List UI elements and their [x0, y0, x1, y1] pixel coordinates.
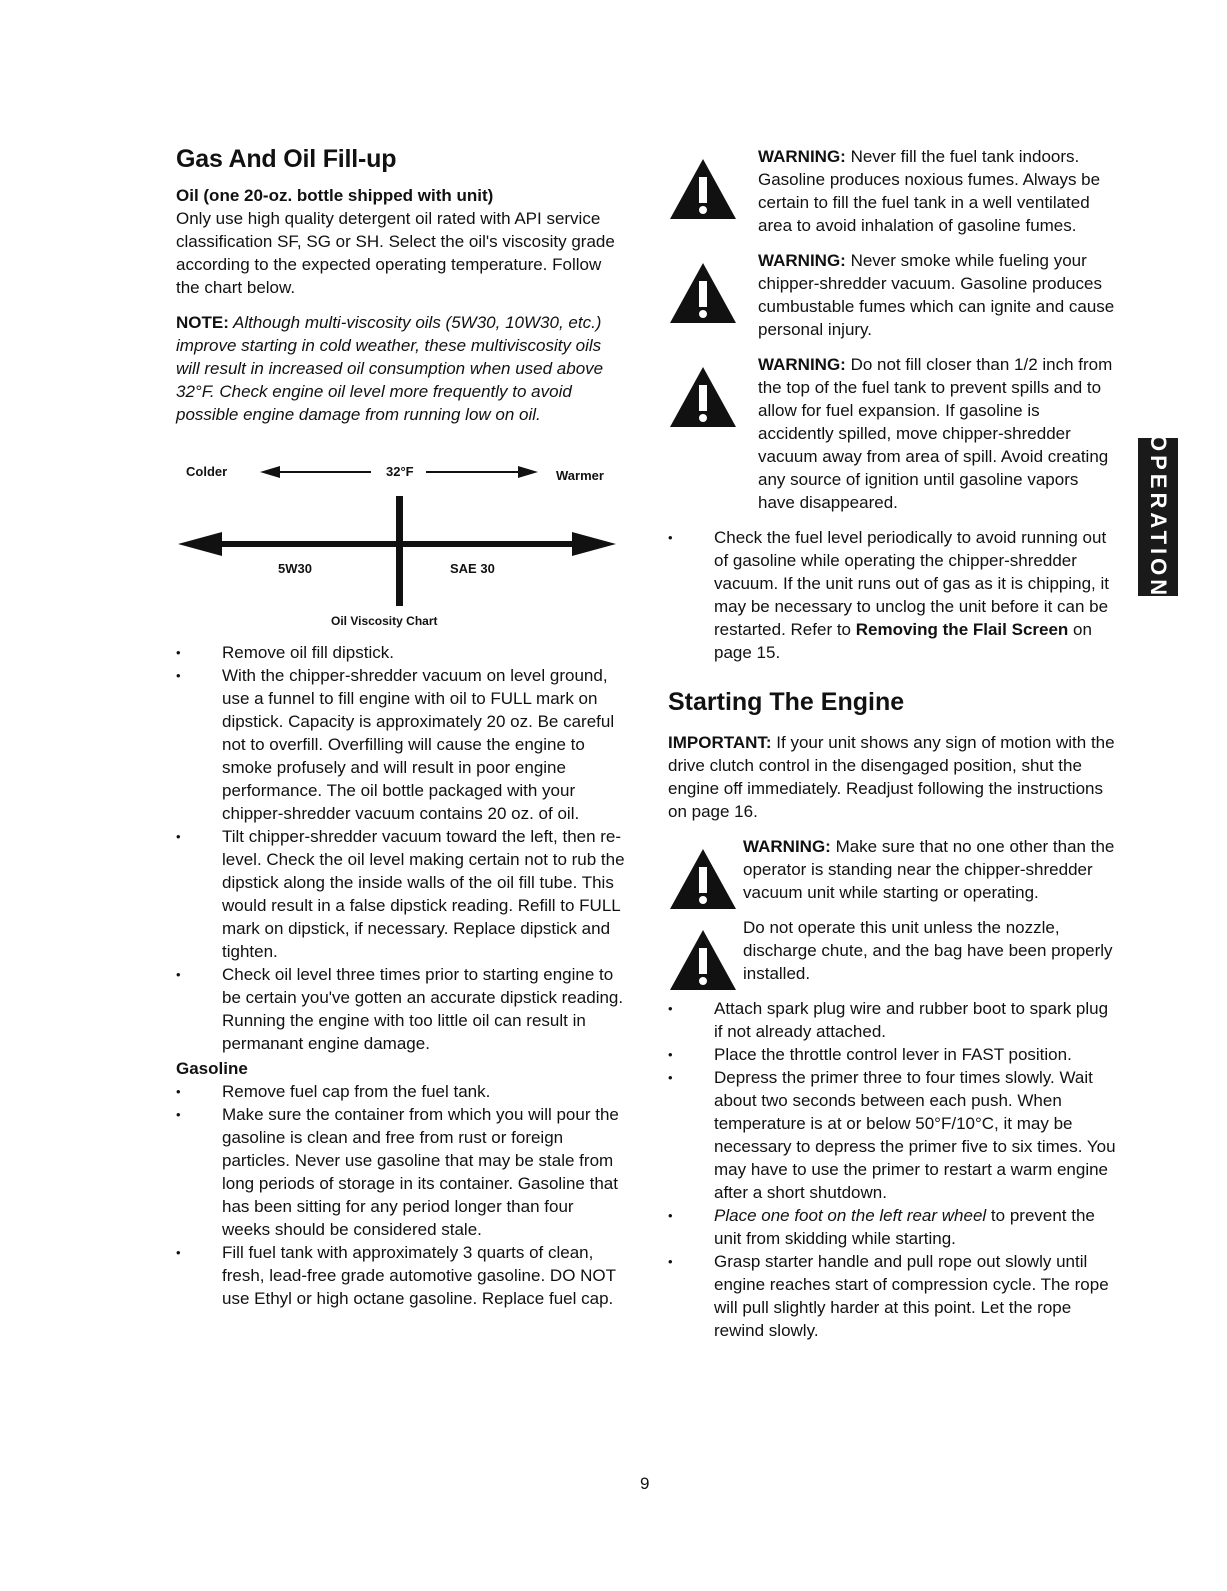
note-label: NOTE: — [176, 313, 229, 332]
page-number: 9 — [640, 1474, 650, 1493]
list-item: • Check oil level three times prior to starting engine to be certain you've gotten an accurate dipstick reading. Running the engine with too little oil can result in permanant engine damage. — [176, 963, 626, 1055]
oil-paragraph: Only use high quality detergent oil rated with API service classification SF, SG or SH. Select the oil's viscosity grade according to the expected operating temperature. Follow the chart below. — [176, 209, 615, 297]
oil-note — [176, 311, 626, 426]
warning-text: Make sure that no one other than the operator is standing near the chipper-shredder vacuum unit while starting or operating. — [743, 837, 1115, 902]
left-column — [176, 145, 626, 1310]
list-item: • Make sure the container from which you will pour the gasoline is clean and free from rust or foreign particles. Never use gasoline that may be stale from long periods of storage in its container. Gasoline that has been sitting for any period longer than four weeks should be considered stale. — [176, 1103, 626, 1241]
warning-icon — [668, 928, 738, 992]
chart-5w30-label: 5W30 — [278, 561, 312, 576]
important-paragraph — [668, 731, 1118, 823]
viscosity-arrows-graphic — [176, 454, 626, 629]
warning-block — [668, 145, 1118, 237]
chart-temp-label: 32°F — [386, 464, 414, 479]
gasoline-bullets — [176, 1080, 626, 1310]
warning-text: Never fill the fuel tank indoors. Gasoline produces noxious fumes. Always be certain to fill the fuel tank in a well ventilated area to avoid inhalation of gasoline fumes. — [758, 147, 1101, 235]
section-title-gas-oil: Gas And Oil Fill-up — [176, 145, 397, 173]
list-item: • With the chipper-shredder vacuum on level ground, use a funnel to fill engine with oil to FULL mark on dipstick. Capacity is approximately 20 oz. Be careful not to overfill. Overfilling will cause the engine to smoke profusely and will result in poor engine performance. The oil bottle packaged with your chipper-shredder vacuum contains 20 oz. of oil. — [176, 664, 626, 825]
list-item — [668, 1204, 1118, 1250]
oil-subheading: Oil (one 20-oz. bottle shipped with unit) — [176, 186, 494, 205]
list-item: • Attach spark plug wire and rubber boot to spark plug if not already attached. — [668, 997, 1118, 1043]
list-item: • Tilt chipper-shredder vacuum toward the left, then re-level. Check the oil level making certain not to rub the dipstick along the inside walls of the oil fill tube. This would result in a false dipstick reading. Refill to FULL mark on dipstick, if necessary. Replace dipstick and tighten. — [176, 825, 626, 963]
note-text: Although multi-viscosity oils (5W30, 10W30, etc.) improve starting in cold weather, these multiviscosity oils will result in increased oil consumption when used above 32°F. Check engine oil level more frequently to avoid possible engine damage from running low on oil. — [176, 313, 604, 424]
warning-block — [668, 835, 1118, 904]
warning-text: Do not operate this unit unless the nozzle, discharge chute, and the bag have been properly installed. — [743, 918, 1113, 983]
chart-caption: Oil Viscosity Chart — [331, 614, 438, 628]
warning-label: WARNING: — [758, 251, 846, 270]
chart-colder-label: Colder — [186, 464, 228, 479]
important-text: If your unit shows any sign of motion with the drive clutch control in the disengaged position, shut the engine off immediately. Readjust following the instructions on page 16. — [668, 733, 1115, 821]
operation-side-tab — [1138, 434, 1178, 600]
side-tab-label: OPERATION — [1146, 434, 1171, 600]
warning-text: Do not fill closer than 1/2 inch from the top of the fuel tank to prevent spills and to allow for fuel expansion. If gasoline is accidently spilled, move chipper-shredder vacuum away from area of spill. Avoid creating any source of ignition until gasoline vapors have disappeared. — [758, 355, 1113, 512]
warning-icon — [668, 847, 738, 911]
list-item: • Depress the primer three to four times slowly. Wait about two seconds between each push. When temperature is at or below 50°F/10°C, it may be necessary to depress the primer five to six times. You may have to use the primer to restart a warm engine after a short shutdown. — [668, 1066, 1118, 1204]
warning-text: Never smoke while fueling your chipper-shredder vacuum. Gasoline produces cumbustable fumes which can ignite and cause personal injury. — [758, 251, 1115, 339]
warning-block — [668, 916, 1118, 985]
fuel-bullet-text: Check the fuel level periodically to avoid running out of gasoline while operating the chipper-shredder vacuum. If the unit runs out of gas as it is chipping, it may be necessary to unclog the unit before it can be restarted. Refer to — [714, 528, 1109, 639]
gasoline-subheading: Gasoline — [176, 1059, 248, 1078]
oil-bullets — [176, 641, 626, 1055]
section-title-starting: Starting The Engine — [668, 688, 905, 716]
list-item: • Grasp starter handle and pull rope out slowly until engine reaches start of compression cycle. The rope will pull slightly harder at this point. Let the rope rewind slowly. — [668, 1250, 1118, 1342]
chart-warmer-label: Warmer — [556, 468, 604, 483]
oil-viscosity-chart — [176, 454, 626, 629]
important-label: IMPORTANT: — [668, 733, 772, 752]
starting-bullets — [668, 997, 1118, 1342]
warning-label: WARNING: — [743, 837, 831, 856]
list-item: • Fill fuel tank with approximately 3 quarts of clean, fresh, lead-free grade automotive gasoline. DO NOT use Ethyl or high octane gasoline. Replace fuel cap. — [176, 1241, 626, 1310]
fuel-bullet-reference: Removing the Flail Screen — [855, 620, 1069, 639]
fuel-bullet-end: on page 15. — [714, 620, 1092, 662]
list-item — [668, 526, 1118, 664]
warning-icon — [668, 261, 738, 325]
foot-rest-text: to prevent the unit from skidding while starting. — [714, 1206, 1095, 1248]
warning-icon — [668, 157, 738, 221]
warning-label: WARNING: — [758, 147, 846, 166]
warning-icon — [668, 365, 738, 429]
warning-block — [668, 249, 1118, 341]
right-column — [668, 145, 1118, 1342]
list-item: • Place the throttle control lever in FAST position. — [668, 1043, 1118, 1066]
warning-label: WARNING: — [758, 355, 846, 374]
fuel-bullets — [668, 526, 1118, 664]
list-item: • Remove oil fill dipstick. — [176, 641, 626, 664]
list-item: • Remove fuel cap from the fuel tank. — [176, 1080, 626, 1103]
chart-sae30-label: SAE 30 — [450, 561, 495, 576]
foot-italic-text: Place one foot on the left rear wheel — [714, 1206, 987, 1225]
warning-block — [668, 353, 1118, 514]
